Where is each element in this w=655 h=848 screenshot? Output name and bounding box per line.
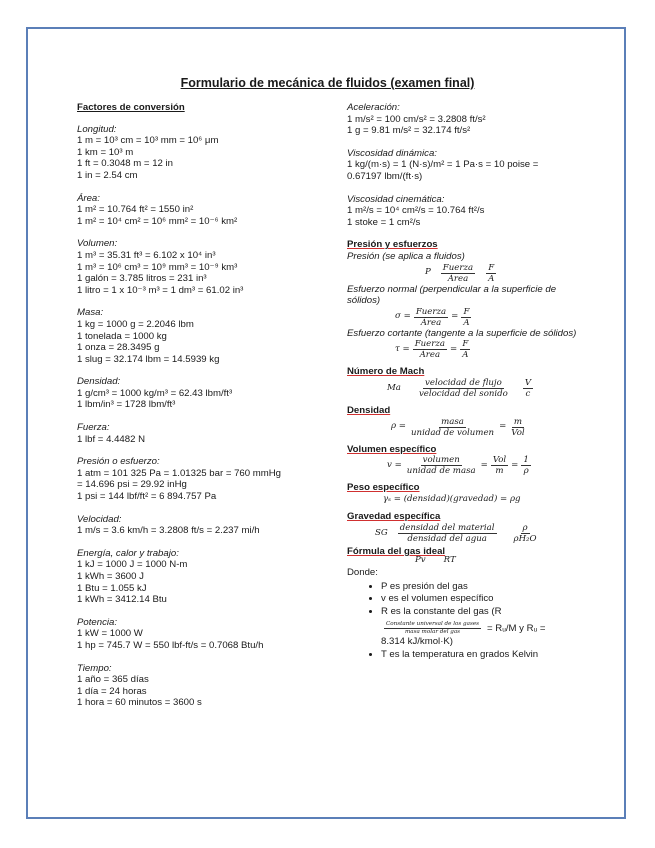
denominator: masa molar del gas (404, 629, 461, 636)
fraction (512, 523, 539, 544)
fraction (461, 307, 471, 328)
denominator: A (462, 350, 469, 361)
fraction (460, 339, 470, 360)
conversion-line: 1 km = 10³ m (77, 146, 134, 158)
conversion-line: 1 m²/s = 10⁴ cm²/s = 10.764 ft²/s (347, 205, 485, 217)
conversion-line: 1 m/s = 3.6 km/h = 3.2808 ft/s = 2.237 mi/h (77, 525, 260, 537)
fraction (414, 307, 448, 328)
denominator: unidad de volumen (411, 427, 495, 438)
equals-sign: = (511, 459, 519, 470)
group-viscosidad-dinamica (347, 148, 579, 183)
section-volumen-especifico (347, 444, 579, 477)
group-area (77, 193, 335, 228)
numerator: V (524, 377, 532, 388)
group-heading: Masa: (77, 307, 104, 319)
gas-ideal-formula (347, 555, 579, 567)
numerator: Fuerza (414, 339, 446, 350)
formula-symbol: P (425, 267, 431, 278)
equals-sign: = (480, 459, 488, 470)
donde-label: Donde: (347, 567, 378, 579)
denominator: unidad de masa (406, 466, 476, 477)
group-heading: Potencia: (77, 616, 118, 628)
group-heading: Aceleración: (347, 102, 400, 113)
group-heading: Viscosidad dinámica: (347, 147, 437, 159)
group-aceleracion (347, 102, 579, 137)
denominator: c (525, 388, 531, 399)
conversion-line: 1 kJ = 1000 J = 1000 N-m (77, 559, 188, 571)
peso-especifico-formula: γₛ = (densidad)(gravedad) = ρg (383, 493, 521, 504)
conversion-line: 1 kg/(m·s) = 1 (N·s)/m² = 1 Pa·s = 10 poise = (347, 159, 539, 171)
denominator: velocidad del sonido (418, 388, 508, 399)
formula-symbol: σ = (395, 311, 411, 322)
section-gravedad-especifica (347, 511, 579, 544)
group-masa (77, 307, 335, 365)
fraction (441, 263, 475, 284)
conversion-line: = 14.696 psi = 29.92 inHg (77, 479, 187, 491)
fraction (384, 621, 481, 636)
list-item (381, 606, 579, 648)
conversion-line: 1 m² = 10.764 ft² = 1550 in² (77, 204, 194, 216)
group-presion (77, 456, 335, 502)
section-title: Fórmula del gas ideal (347, 545, 446, 557)
section-gas-ideal (347, 546, 579, 661)
fraction (486, 263, 496, 284)
formula-caption: Esfuerzo normal (perpendicular a la superficie de sólidos) (347, 283, 557, 307)
group-heading: Energía, calor y trabajo: (77, 547, 179, 559)
numerator: F (463, 306, 470, 317)
mach-formula (347, 378, 579, 399)
denominator: ρ (523, 466, 529, 477)
presion-formula (347, 263, 579, 284)
group-densidad (77, 376, 335, 411)
section-title: Volumen específico (347, 443, 437, 455)
group-potencia (77, 617, 335, 652)
numerator: F (488, 262, 495, 273)
list-item: • v es el volumen específico (381, 593, 579, 605)
page-title: Formulario de mecánica de fluidos (examen final) (180, 76, 475, 90)
conversion-line: 1 lbf = 4.4482 N (77, 433, 146, 445)
denominator: ρH₂O (513, 533, 537, 544)
conversion-line: 1 g = 9.81 m/s² = 32.174 ft/s² (347, 125, 471, 137)
numerator: volumen (422, 455, 460, 466)
section-mach (347, 366, 579, 399)
numerator: Vol (492, 455, 507, 466)
conversion-line: 1 m/s² = 100 cm/s² = 3.2808 ft/s² (347, 113, 486, 125)
numerator: Fuerza (415, 306, 447, 317)
numerator: densidad del material (399, 522, 495, 533)
conversion-line: 1 g/cm³ = 1000 kg/m³ = 62.43 lbm/ft³ (77, 387, 233, 399)
conversion-line: 1 ft = 0.3048 m = 12 in (77, 158, 174, 170)
section-title: Presión y esfuerzos (347, 239, 438, 251)
esfuerzo-normal-formula (347, 307, 579, 328)
section-peso-especifico (347, 482, 579, 505)
group-velocidad (77, 514, 335, 537)
group-heading: Densidad: (77, 376, 121, 388)
fraction (413, 339, 447, 360)
conversion-line: 1 hora = 60 minutos = 3600 s (77, 697, 202, 709)
list-item-text: R es la constante del gas (R (381, 605, 502, 617)
group-energia (77, 548, 335, 606)
denominator: A (463, 317, 470, 328)
fraction (405, 455, 478, 476)
conversion-section-title: Factores de conversión (77, 102, 185, 113)
gas-constant-formula (381, 621, 546, 636)
group-longitud (77, 124, 335, 182)
conversion-line: 1 in = 2.54 cm (77, 169, 138, 181)
group-heading: Fuerza: (77, 422, 110, 434)
formula-caption: Esfuerzo cortante (tangente a la superficie de sólidos) (347, 327, 577, 339)
list-item-text: 8.314 kJ/kmol·K) (381, 636, 453, 648)
conversion-line: 1 m² = 10⁴ cm² = 10⁶ mm² = 10⁻⁶ km² (77, 215, 238, 227)
conversion-line: 1 atm = 101 325 Pa = 1.01325 bar = 760 mmHg (77, 467, 282, 479)
fraction (398, 523, 497, 544)
conversion-line: 1 kWh = 3412.14 Btu (77, 594, 167, 606)
conversion-line: 1 m³ = 10⁶ cm³ = 10⁹ mm³ = 10⁻⁹ km³ (77, 261, 238, 273)
section-presion (347, 239, 579, 360)
formula-symbol: SG (375, 527, 388, 538)
conversion-line: 0.67197 lbm/(ft·s) (347, 170, 423, 182)
equals-sign: = (499, 421, 507, 432)
group-heading: Tiempo: (77, 662, 112, 674)
group-heading: Longitud: (77, 123, 117, 135)
gas-variables-list (347, 581, 579, 661)
group-heading: Volumen: (77, 238, 118, 250)
formula-symbol: ρ = (391, 421, 406, 432)
denominator: Área (419, 350, 441, 361)
formulas-column (347, 102, 579, 662)
denominator: Área (420, 317, 442, 328)
conversion-line: 1 m³ = 35.31 ft³ = 6.102 x 10⁴ in³ (77, 249, 216, 261)
group-heading: Presión o esfuerzo: (77, 456, 160, 468)
conversion-line: 1 año = 365 días (77, 674, 149, 686)
group-volumen (77, 238, 335, 296)
conversion-line: 1 lbm/in³ = 1728 lbm/ft³ (77, 399, 176, 411)
formula-symbol: τ = (395, 344, 410, 355)
section-title: Gravedad específica (347, 511, 441, 523)
group-tiempo (77, 663, 335, 709)
numerator: masa (441, 416, 464, 427)
gravedad-especifica-formula (347, 523, 579, 544)
conversion-line: 1 psi = 144 lbf/ft² = 6 894.757 Pa (77, 491, 217, 503)
numerator: m (513, 416, 523, 427)
fraction (417, 378, 510, 399)
conversion-factors-column (77, 102, 335, 720)
formula-symbol: Ma (387, 382, 401, 393)
conversion-line: 1 litro = 1 x 10⁻³ m³ = 1 dm³ = 61.02 in³ (77, 284, 244, 296)
section-title: Peso específico (347, 482, 420, 494)
formula-caption: Presión (se aplica a fluidos) (347, 250, 465, 262)
denominator: densidad del agua (407, 533, 487, 544)
fraction (521, 455, 530, 476)
conversion-line: 1 m = 10³ cm = 10³ mm = 10⁶ μm (77, 135, 219, 147)
group-fuerza (77, 422, 335, 445)
formula-right: RT (443, 555, 456, 566)
numerator: Fuerza (442, 262, 474, 273)
densidad-formula (347, 417, 579, 438)
esfuerzo-cortante-formula (347, 339, 579, 360)
volumen-especifico-formula (347, 455, 579, 476)
denominator: Área (447, 273, 469, 284)
section-densidad (347, 405, 579, 438)
conversion-line: 1 kW = 1000 W (77, 628, 143, 640)
equals-sign: = (450, 344, 458, 355)
group-heading: Área: (77, 192, 100, 204)
conversion-line: 1 slug = 32.174 lbm = 14.5939 kg (77, 353, 220, 365)
numerator: ρ (522, 522, 528, 533)
group-viscosidad-cinematica (347, 194, 579, 229)
list-item-text: = Rᵤ/M y Rᵤ = (487, 623, 546, 635)
conversion-line: 1 kWh = 3600 J (77, 571, 144, 582)
formula-left: Pv (415, 555, 426, 566)
conversion-line: 1 hp = 745.7 W = 550 lbf-ft/s = 0.7068 Btu/h (77, 639, 264, 651)
numerator: 1 (523, 455, 529, 466)
conversion-line: 1 Btu = 1.055 kJ (77, 582, 147, 594)
numerator: velocidad de flujo (425, 377, 502, 388)
formula-symbol: v = (387, 459, 402, 470)
numerator: Constante universal de los gases (386, 621, 479, 628)
section-title: Número de Mach (347, 366, 425, 378)
conversion-line: 1 kg = 1000 g = 2.2046 lbm (77, 318, 194, 330)
conversion-line: 1 galón = 3.785 litros = 231 in³ (77, 273, 207, 285)
conversion-line: 1 onza = 28.3495 g (77, 342, 160, 354)
conversion-line: 1 stoke = 1 cm²/s (347, 216, 421, 228)
fraction (491, 455, 508, 476)
conversion-line: 1 día = 24 horas (77, 685, 147, 697)
fraction (523, 378, 533, 399)
list-item: • T es la temperatura en grados Kelvin (381, 649, 579, 661)
numerator: F (462, 339, 469, 350)
group-heading: Viscosidad cinemática: (347, 193, 445, 205)
equals-sign: = (451, 311, 459, 322)
list-item: • P es presión del gas (381, 581, 579, 593)
fraction (509, 417, 526, 438)
fraction (409, 417, 496, 438)
denominator: m (495, 466, 504, 477)
denominator: Vol (511, 427, 525, 438)
group-heading: Velocidad: (77, 513, 122, 525)
conversion-line: 1 tonelada = 1000 kg (77, 330, 167, 342)
denominator: A (488, 273, 495, 284)
section-title: Densidad (347, 404, 391, 416)
